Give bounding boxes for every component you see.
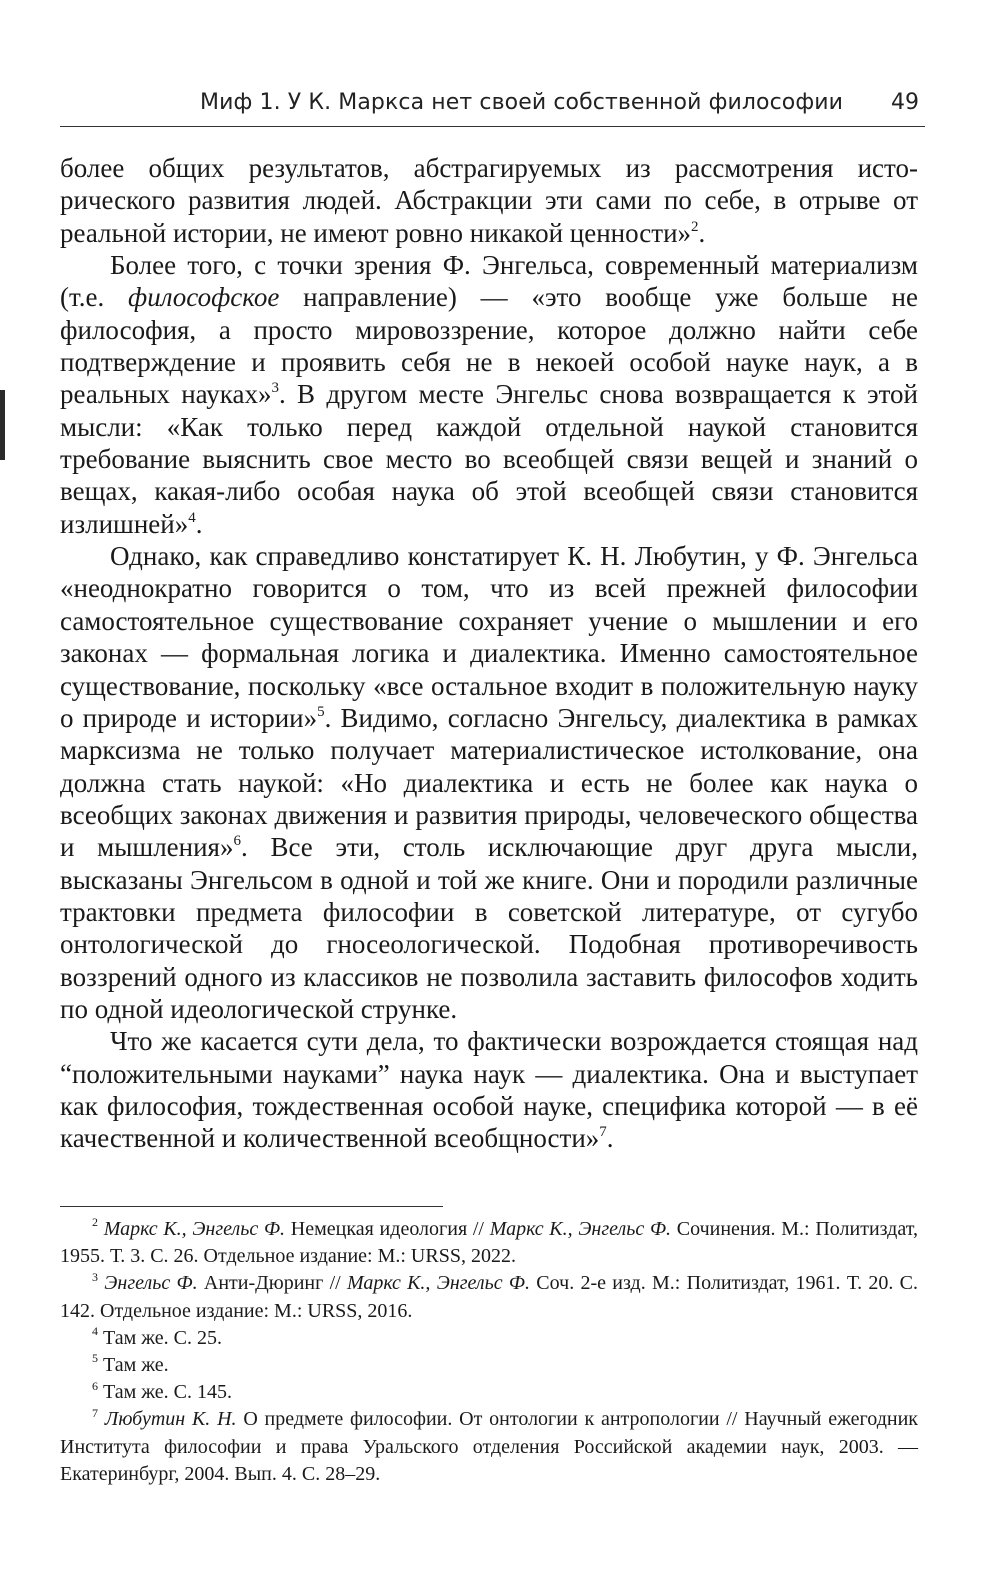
footnote-ref: 7 [92,1405,98,1420]
text-run: Соч. 2-е изд. М.: Политиздат, 1961. Т. 20. С. 142. Отдельное издание: М.: URSS, 2016. [60,1272,918,1322]
italic-text: Маркс К., Энгельс Ф. [103,1218,286,1240]
footnote-ref: 7 [599,1124,607,1141]
running-header-title: Миф 1. У К. Маркса нет своей собственной философии [200,90,844,115]
text-run: Более того, с точки зрения Ф. Энгельса, современный материализм (т.е. [60,250,918,313]
text-run: Немецкая идеология // [285,1218,490,1240]
italic-text: философское [128,282,280,313]
paragraph [60,540,918,1025]
footnote-ref: 5 [92,1351,98,1366]
text-run: направление) — «это вообще уже больше не философия, а просто мировоззрение, которое должно найти себе подтверждение и проявить себя не в некоей особой науке наук, а в реальных науках» [60,282,918,410]
text-run: Там же. С. 25. [98,1326,223,1349]
italic-text: Любутин К. Н. [104,1408,237,1431]
text-run: . [195,508,203,539]
footnote-ref: 3 [92,1269,98,1284]
footnote [60,1406,918,1488]
text-run: Там же. [98,1354,169,1377]
text-run: . Все эти, столь исключающие друг друга мысли, высказаны Энгельсом в одной и той же книге. Они и породили различные трактовки предмета философии в советской литературе, от сугубо онтологической до гносеологической. Подобная противоречивость воззрений одного из классиков не позволила заставить философов ходить по одной идеологической струнке. [60,832,919,1024]
footnote-ref: 6 [233,833,241,850]
text-run: Однако, как справедливо констатирует К. Н. Любутин, у Ф. Энгельса «неоднократно говорится о том, что из всей прежней философии самостоятельное существование сохраняет учение о мышлении и его законах — формальная логика и диалектика. Именно самостоятельное существование, поскольку «все остальное входит в положительную науку о природе и истории» [60,541,918,733]
paragraph [60,152,918,249]
text-run: . В другом месте Энгельс снова возвращается к этой мысли: «Как только перед каждой отдельной наукой становится требование выяснить свое место во всеобщей связи вещей и знаний о вещах, какая-либо особая наука об этой всеобщей связи становится излишней» [60,379,919,539]
paragraph [60,1025,918,1154]
footnote-ref: 6 [92,1378,98,1393]
italic-text: Маркс К., Энгельс Ф. [489,1218,672,1240]
footnote-ref: 4 [92,1324,98,1339]
text-run: . Видимо, согласно Энгельсу, диалектика в рамках марксизма не только получает материалистическое истолкование, она должна стать наукой: «Но диалектика и есть не более как наука о всеобщих законах движения и развития природы, человеческого общества и мышления» [60,702,918,863]
footnote [60,1352,918,1379]
footnote-ref: 2 [691,218,699,235]
footnote [60,1379,918,1406]
footnote [60,1270,918,1324]
footnote-ref: 4 [188,509,196,526]
footnote-separator [60,1206,443,1207]
text-run: Что же касается сути дела, то фактически возрождается стоящая над “положительными науками” наука наук — диалектика. Она и выступает как философия, тождественная особой науке, специфика которой — в её качественной и количественной всеобщности» [60,1026,918,1154]
text-run: . [606,1123,614,1154]
footnote [60,1325,918,1352]
footnote-ref: 2 [92,1215,98,1230]
text-run: О предмете философии. От онтологии к антропологии // Научный ежегодник Института философии и права Уральского отделения Российской академии наук, 2003. — Екатеринбург, 2004. Вып. 4. С. 28–29. [60,1408,918,1485]
text-run: Анти-Дюринг // [197,1272,348,1295]
text-run: Сочинения. М.: Политиздат, 1955. Т. 3. С. 26. Отдельное издание: М.: URSS, 2022. [60,1218,918,1268]
text-run [98,1408,105,1430]
footnote-ref: 3 [271,380,279,397]
page-number: 49 [891,90,919,115]
text-run: . [698,217,706,248]
italic-text: Маркс К., Энгельс Ф. [347,1272,531,1295]
running-header [60,86,925,127]
main-text [60,152,918,1155]
paragraph [60,249,918,540]
footnote-ref: 5 [317,703,325,720]
footnotes [60,1216,918,1488]
footnote [60,1216,918,1270]
page-edge-shadow [0,390,5,460]
italic-text: Энгельс Ф. [104,1272,198,1295]
text-run: Там же. С. 145. [98,1381,233,1404]
text-run: более общих результатов, абстрагируемых из рассмотрения исторического развития людей. Абстракции эти сами по себе, в отрыве от реальной истории, не имеют ровно никакой ценности» [60,153,918,248]
